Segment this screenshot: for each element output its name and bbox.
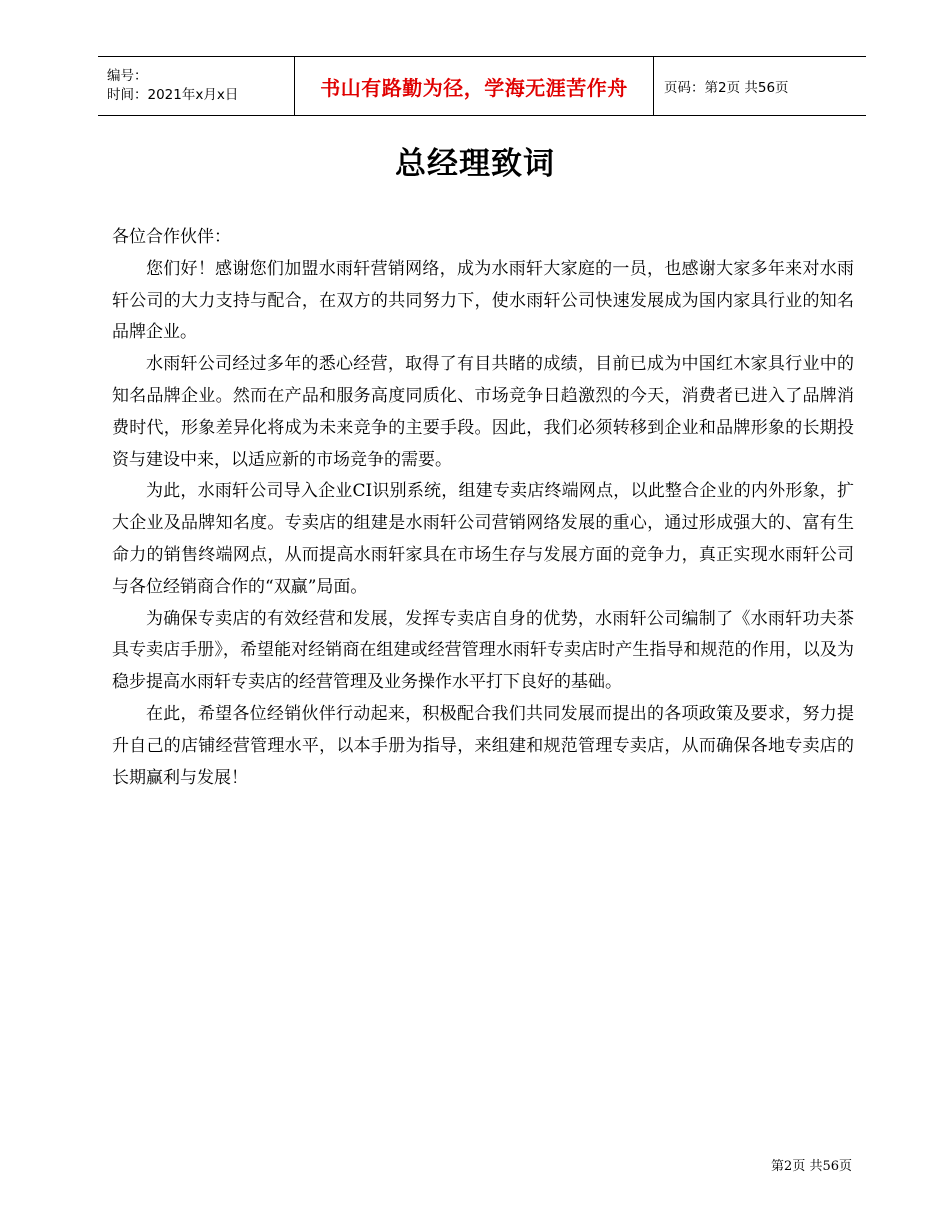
salutation: 各位合作伙伴： [112,227,231,247]
body-paragraph: 您们好！感谢您们加盟水雨轩营销网络，成为水雨轩大家庭的一员，也感谢大家多年来对水雨轩公司的大力支持与配合，在双方的共同努力下，使水雨轩公司快速发展成为国内家具行业的知名品牌企业。 [112,258,854,343]
body-paragraph: 在此，希望各位经销伙伴行动起来，积极配合我们共同发展而提出的各项政策及要求，努力提升自己的店铺经营管理水平，以本手册为指导，来组建和规范管理专卖店，从而确保各地专卖店的长期赢利与发展！ [112,703,854,788]
page-footer-number: 第2页 共56页 [771,1159,852,1174]
header-meta [98,57,294,115]
document-title: 总经理致词 [395,146,555,182]
document-body [112,222,854,794]
header-page-info: 页码：第2页 共56页 [664,80,789,96]
body-paragraph: 水雨轩公司经过多年的悉心经营，取得了有目共睹的成绩，目前已成为中国红木家具行业中的知名品牌企业。然而在产品和服务高度同质化、市场竞争日趋激烈的今天，消费者已进入了品牌消费时代，形象差异化将成为未来竞争的主要手段。因此，我们必须转移到企业和品牌形象的长期投资与建设中来，以适应新的市场竞争的需要。 [112,354,854,470]
body-paragraph: 为确保专卖店的有效经营和发展，发挥专卖店自身的优势，水雨轩公司编制了《水雨轩功夫茶具专卖店手册》，希望能对经销商在组建或经营管理水雨轩专卖店时产生指导和规范的作用，以及为稳步提高水雨轩专卖店的经营管理及业务操作水平打下良好的基础。 [112,608,854,693]
body-paragraph: 为此，水雨轩公司导入企业CI识别系统，组建专卖店终端网点，以此整合企业的内外形象，扩大企业及品牌知名度。专卖店的组建是水雨轩公司营销网络发展的重心，通过形成强大的、富有生命力的销售终端网点，从而提高水雨轩家具在市场生存与发展方面的竞争力，真正实现水雨轩公司与各位经销商合作的“双赢”局面。 [112,481,854,597]
page-header [98,56,866,116]
header-motto: 书山有路勤为径，学海无涯苦作舟 [294,57,654,115]
time-label: 时间：2021年x月x日 [107,87,239,103]
doc-number-label: 编号： [107,68,148,84]
